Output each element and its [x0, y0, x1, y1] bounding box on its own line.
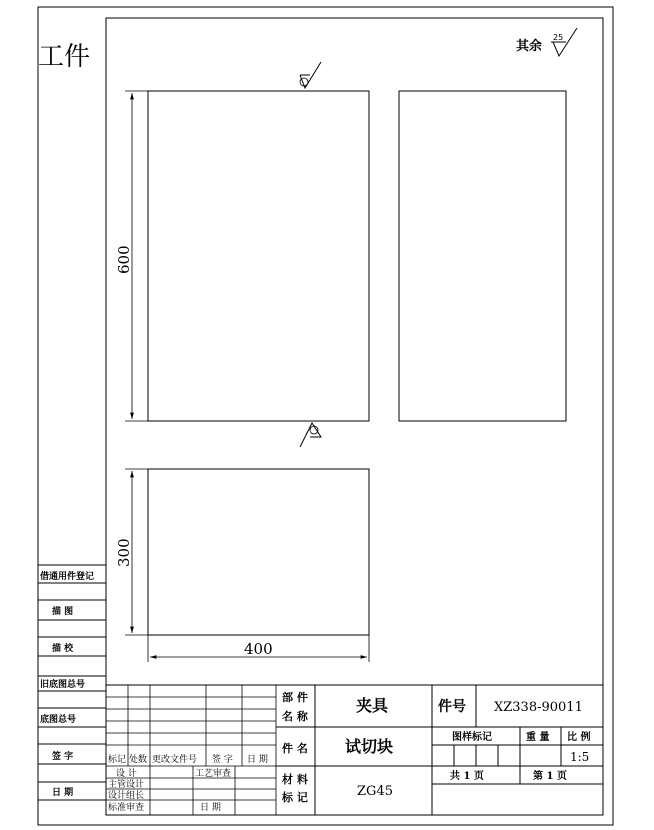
material-label-2: 标 记	[282, 791, 308, 804]
dimension-height-bottom	[115, 469, 148, 635]
dimension-height-main	[115, 91, 148, 421]
side-row-2: 描 校	[52, 644, 74, 654]
rev-role-3: 标准审查	[108, 803, 145, 813]
scale-value: 1:5	[570, 750, 590, 764]
corner-label: 工件	[38, 42, 91, 72]
part-group-label-2: 名 称	[282, 710, 308, 723]
drawing-mark-label: 图样标记	[452, 732, 492, 743]
side-row-1: 描 图	[52, 607, 74, 617]
rev-role-1: 主管设计	[108, 780, 145, 790]
material-label-1: 材 料	[282, 773, 308, 786]
top-view	[148, 469, 369, 635]
part-group-value: 夹具	[356, 696, 389, 715]
side-view	[399, 91, 566, 421]
roughness-mark-bottom	[300, 423, 321, 447]
material-value: ZG45	[357, 784, 393, 799]
rev-header-4: 日 期	[247, 755, 268, 765]
rev-role-0: 设 计	[116, 769, 137, 779]
part-no-value: XZ338-90011	[494, 700, 583, 715]
rev-role-2: 设计组长	[108, 791, 145, 801]
rev-role-right-0: 工艺审查	[195, 769, 232, 779]
rev-header-3: 签 字	[212, 755, 233, 765]
part-no-label: 件号	[438, 699, 466, 715]
part-group-label-1: 部 件	[282, 691, 308, 704]
surface-note: 其余	[516, 39, 543, 54]
rev-header-1: 处数	[129, 755, 148, 765]
part-name-label: 件 名	[282, 742, 308, 755]
side-row-5: 签 字	[52, 752, 74, 762]
inner-border	[106, 18, 603, 815]
dim-300-label: 300	[115, 538, 133, 567]
side-row-3: 旧底图总号	[40, 680, 86, 690]
dimension-width-bottom	[148, 635, 369, 662]
roughness-value: 25	[553, 33, 564, 42]
dim-400-label: 400	[244, 640, 273, 658]
rev-header-0: 标记	[108, 755, 127, 765]
roughness-mark-top	[300, 62, 321, 88]
part-name-value: 试切块	[345, 737, 394, 756]
dim-600-label: 600	[115, 245, 133, 274]
scale-label: 比 例	[567, 732, 591, 743]
front-view	[148, 91, 369, 421]
total-pages-label: 共 1 页	[450, 771, 484, 782]
rev-role-right-1: 日 期	[200, 803, 221, 813]
roughness-note	[516, 28, 577, 56]
page-label: 第 1 页	[533, 771, 567, 782]
rev-header-2: 更改文件号	[152, 755, 198, 765]
side-row-0: 借通用件登记	[40, 572, 95, 582]
side-row-6: 日 期	[52, 788, 74, 798]
weight-label: 重 量	[526, 732, 550, 743]
side-row-4: 底图总号	[40, 715, 77, 725]
